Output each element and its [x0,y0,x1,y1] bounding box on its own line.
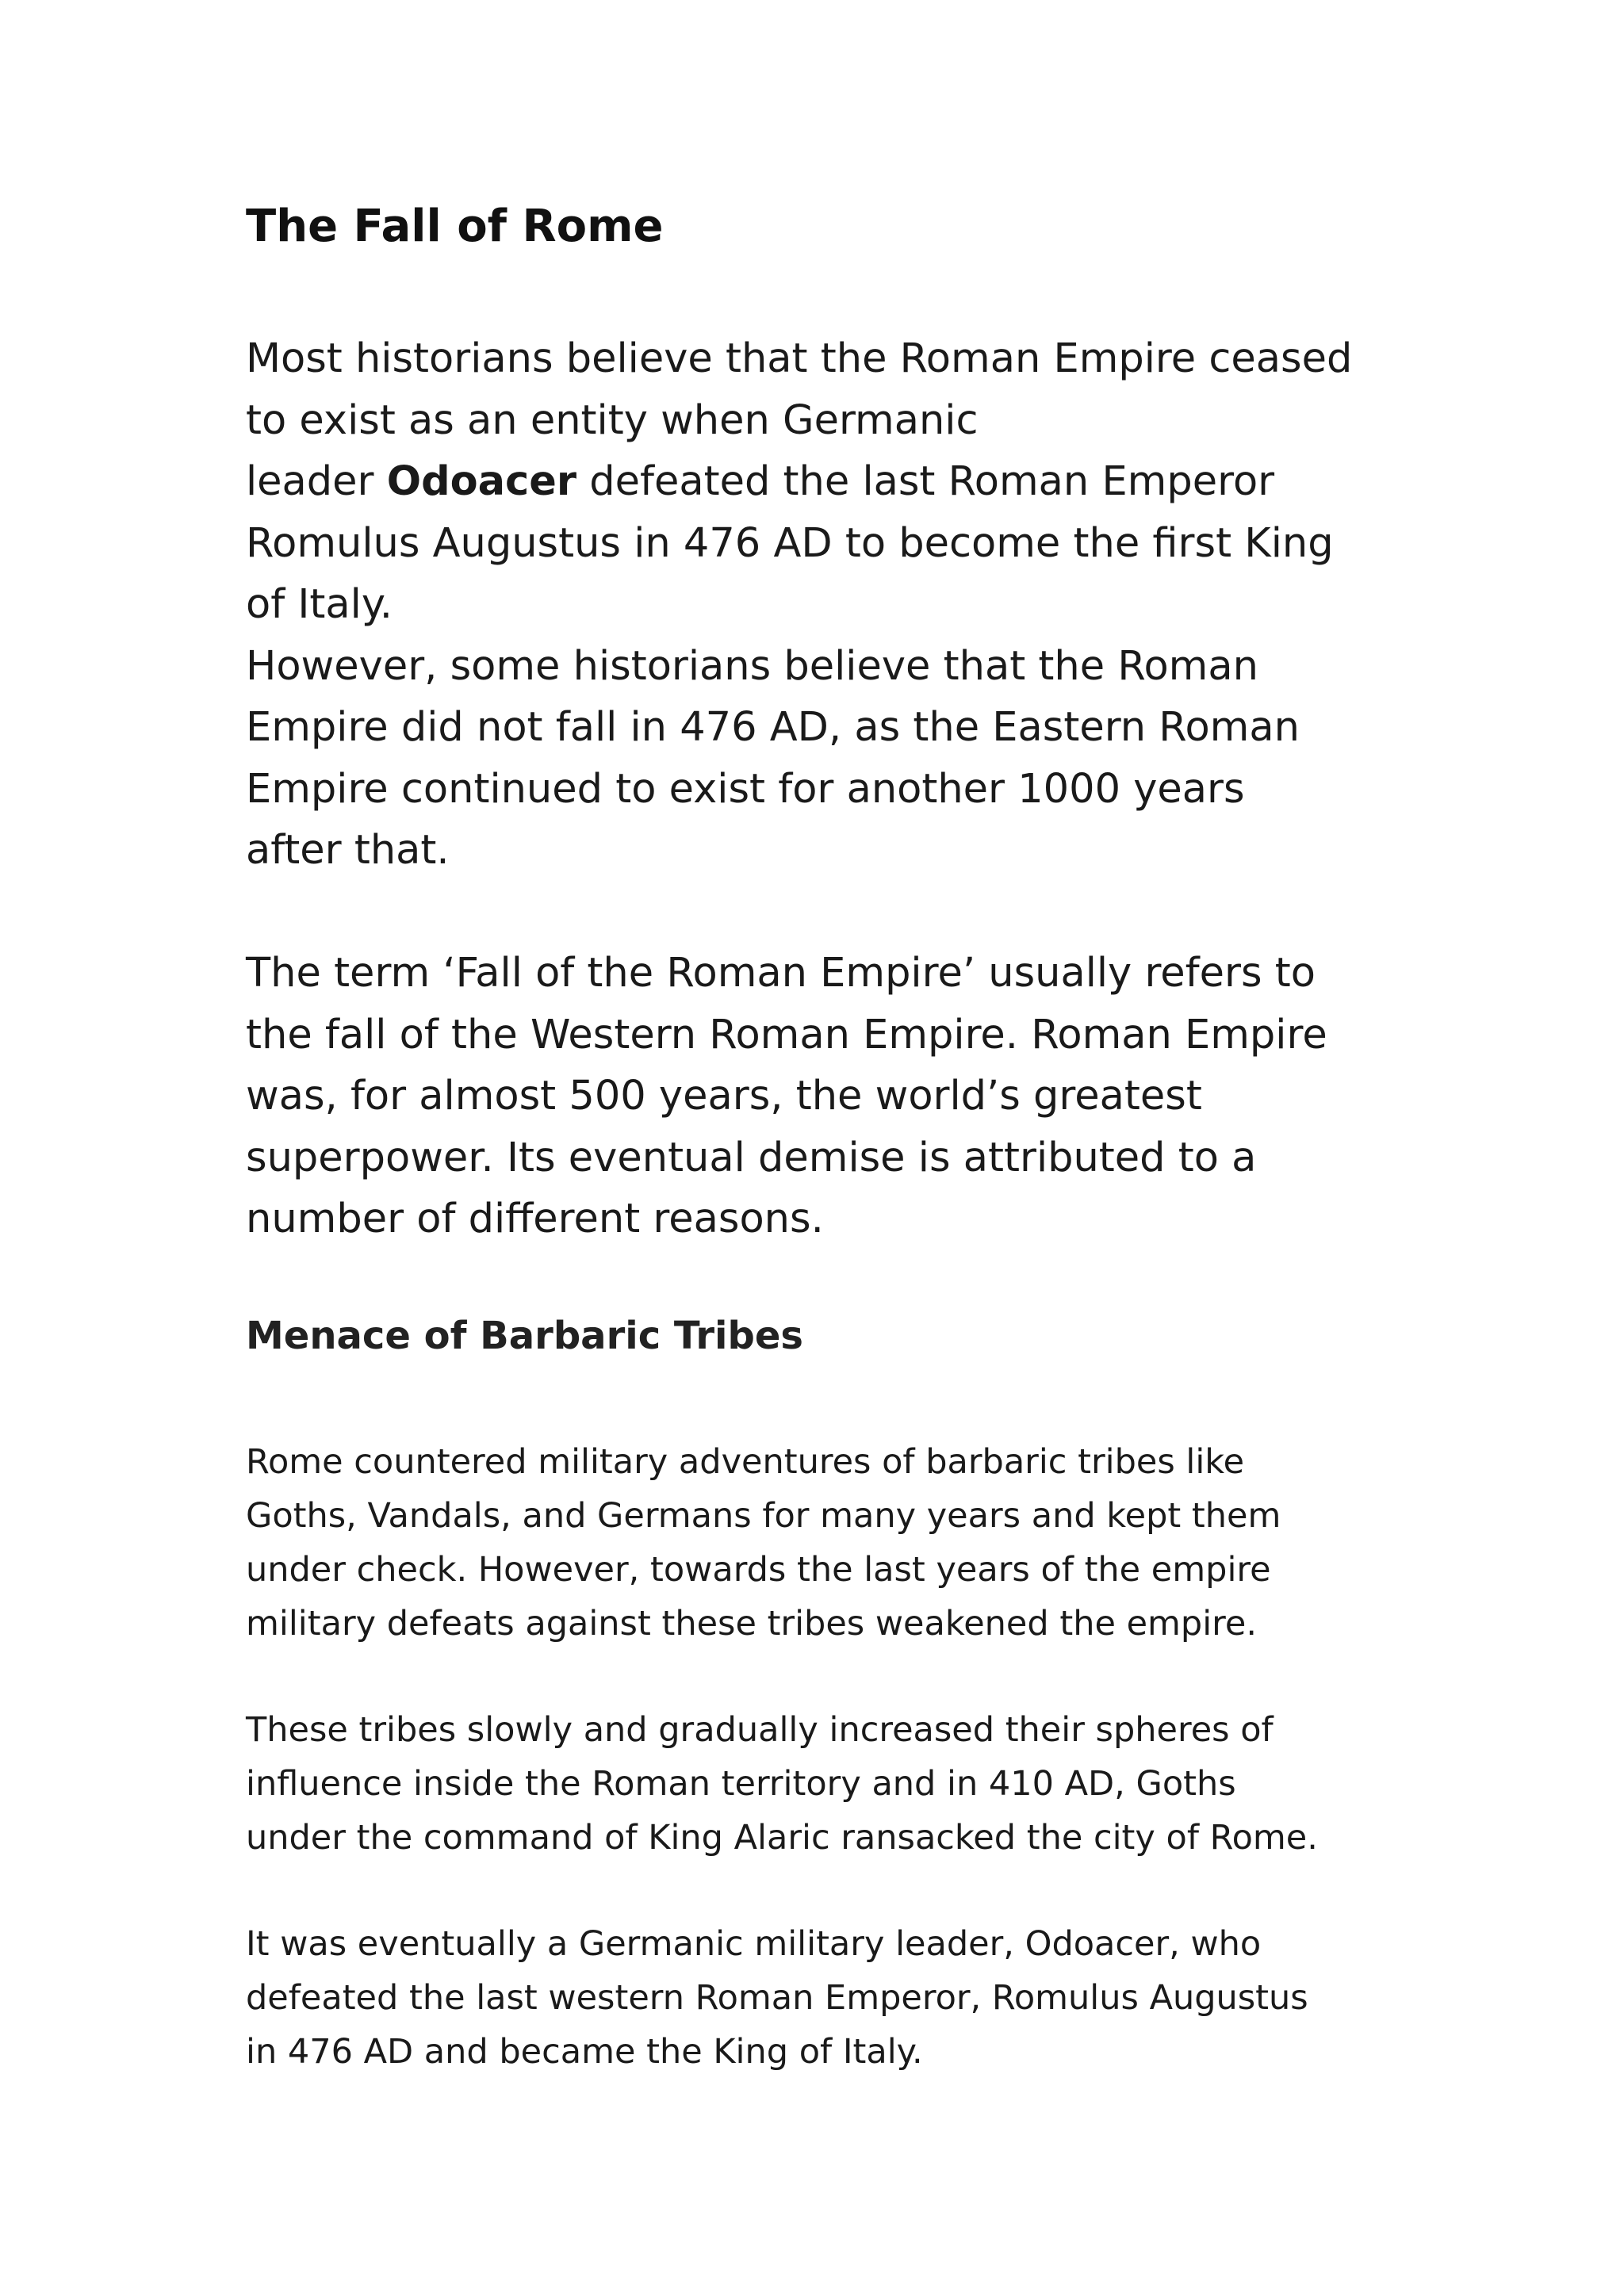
text-line: influence inside the Roman territory and in 410 AD, Goths [246,1764,1236,1804]
text-line-with-bold [246,451,1352,513]
text-line: was, for almost 500 years, the world’s greatest [246,1073,1202,1119]
bold-name-odoacer: Odoacer [386,458,577,505]
section-paragraph-1 [246,1435,1281,1651]
text-line: defeated the last western Roman Emperor, Romulus Augustus [246,1978,1308,2018]
intro-paragraph [246,328,1352,882]
section-paragraph-2 [246,1703,1318,1865]
page-title: The Fall of Rome [246,201,664,252]
text-line: under check. However, towards the last years of the empire [246,1550,1271,1590]
text-line: These tribes slowly and gradually increased their spheres of [246,1710,1274,1750]
text-line: Romulus Augustus in 476 AD to become the first King [246,519,1334,567]
text-line: under the command of King Alaric ransacked the city of Rome. [246,1818,1318,1858]
text-line: The term ‘Fall of the Roman Empire’ usually refers to [246,950,1316,997]
section-paragraph-3 [246,1917,1308,2079]
text-line: military defeats against these tribes weakened the empire. [246,1604,1258,1644]
text-line: number of different reasons. [246,1196,824,1242]
text-line: the fall of the Western Roman Empire. Roman Empire [246,1011,1327,1058]
text-span: leader [246,458,387,505]
text-line: after that. [246,827,450,874]
term-paragraph [246,943,1327,1250]
text-line: to exist as an entity when Germanic [246,396,979,444]
section-heading: Menace of Barbaric Tribes [246,1314,803,1358]
text-line: in 476 AD and became the King of Italy. [246,2032,923,2072]
text-line: Empire did not fall in 476 AD, as the Eastern Roman [246,704,1300,751]
text-line: Most historians believe that the Roman Empire ceased [246,335,1353,382]
text-line: of Italy. [246,581,393,628]
text-line: Goths, Vandals, and Germans for many years and kept them [246,1496,1281,1536]
text-line: superpower. Its eventual demise is attributed to a [246,1134,1257,1181]
text-line: Rome countered military adventures of barbaric tribes like [246,1442,1245,1482]
text-line: However, some historians believe that the Roman [246,642,1258,690]
text-span: defeated the last Roman Emperor [576,458,1275,505]
text-line: It was eventually a Germanic military leader, Odoacer, who [246,1924,1262,1964]
text-line: Empire continued to exist for another 1000 years [246,765,1245,813]
